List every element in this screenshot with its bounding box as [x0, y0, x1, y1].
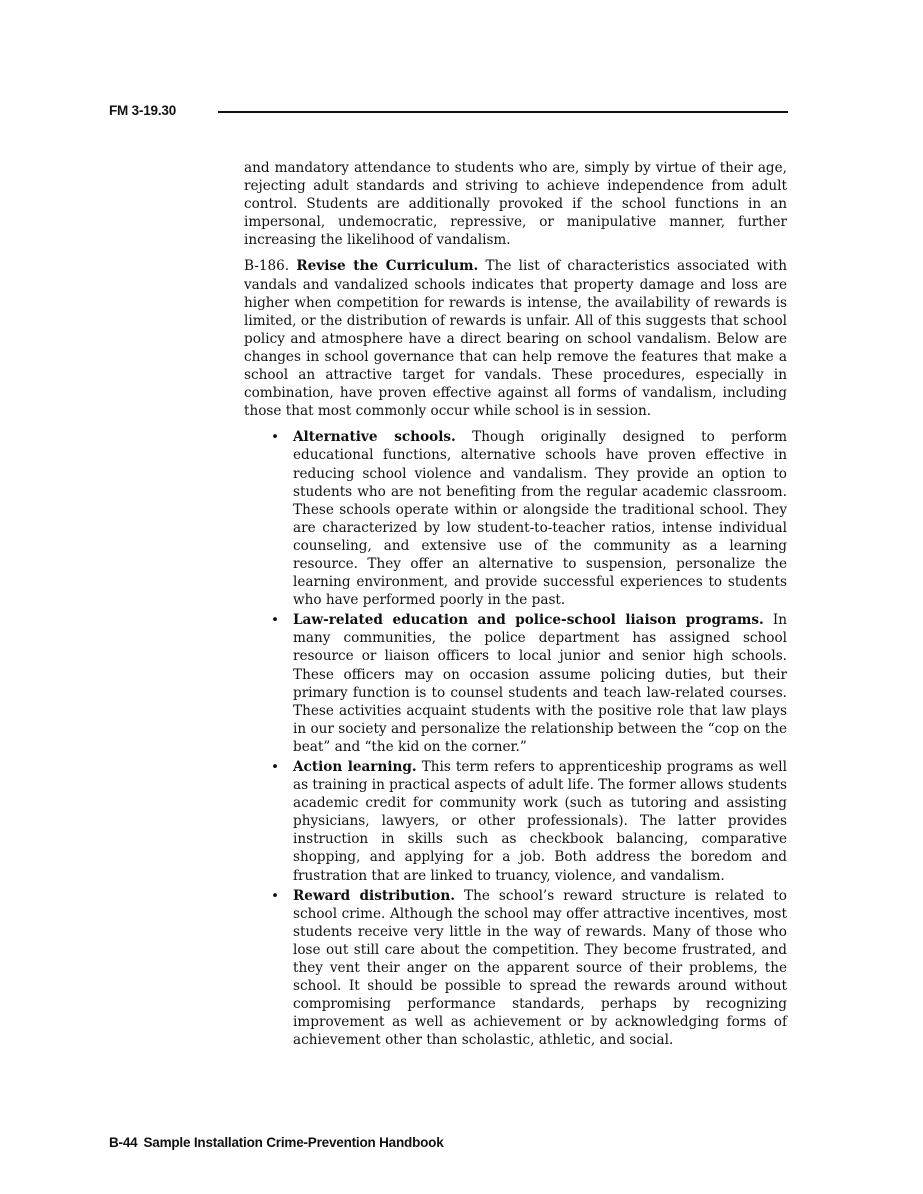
section-paragraph	[244, 257, 787, 420]
bullet-icon: •	[271, 429, 280, 446]
list-item	[271, 611, 787, 756]
bullet-icon: •	[271, 612, 280, 629]
bullet-icon: •	[271, 887, 280, 904]
bullet-title: Alternative schools.	[293, 429, 456, 446]
document-code: FM 3-19.30	[109, 103, 177, 118]
bullet-text: In many communities, the police department has assigned school resource or liaison officers to local junior and senior high schools. These officers may on occasion assume policing duties, but their primary function is to counsel students and teach law-related courses. These activities acquaint students with the positive role that law plays in our society and personalize the relationship between the “cop on the beat” and “the kid on the corner.”	[293, 612, 787, 755]
bullet-text: Though originally designed to perform educational functions, alternative schools have proven effective in reducing school violence and vandalism. They provide an option to students who are not benefiting from the regular academic classroom. These schools operate within or alongside the traditional school. They are characterized by low student-to-teacher ratios, intense individual counseling, and extensive use of the community as a learning resource. They offer an alternative to suspension, personalize the learning environment, and provide successful experiences to students who have performed poorly in the past.	[293, 429, 787, 609]
list-item	[271, 428, 787, 609]
bullet-icon: •	[271, 759, 280, 775]
bullet-title: Law-related education and police-school liaison programs.	[293, 612, 764, 629]
list-item	[271, 887, 787, 1050]
page-footer	[109, 1135, 444, 1150]
bullet-title: Reward distribution.	[293, 887, 455, 904]
header-rule	[218, 111, 788, 113]
list-item	[271, 758, 787, 885]
page-number: B-44	[109, 1135, 138, 1150]
bullet-list	[244, 428, 787, 1049]
bullet-text: The school’s reward structure is related to school crime. Although the school may offer attractive incentives, most students receive very little in the way of rewards. Many of those who lose out still care about the competition. They become frustrated, and they vent their anger on the apparent source of their problems, the school. It should be possible to spread the rewards around without compromising performance standards, perhaps by recognizing improvement as well as achievement or by acknowledging forms of achievement other than scholastic, athletic, and social.	[293, 887, 787, 1049]
section-number: B-186.	[244, 258, 290, 275]
bullet-title: Action learning.	[293, 759, 417, 775]
book-title: Sample Installation Crime-Prevention Handbook	[143, 1135, 444, 1150]
bullet-text: This term refers to apprenticeship programs as well as training in practical aspects of adult life. The former allows students academic credit for community work (such as tutoring and assisting physicians, lawyers, or other professionals). The latter provides instruction in skills such as checkbook balancing, comparative shopping, and applying for a job. Both address the boredom and frustration that are linked to truancy, violence, and vandalism.	[293, 759, 787, 884]
intro-paragraph: and mandatory attendance to students who are, simply by virtue of their age, rejecting adult standards and striving to achieve independence from adult control. Students are additionally provoked if the school functions in an impersonal, undemocratic, repressive, or manipulative manner, further increasing the likelihood of vandalism.	[244, 160, 787, 249]
main-content	[244, 159, 787, 1052]
section-title: Revise the Curriculum.	[296, 258, 479, 275]
section-text: The list of characteristics associated with vandals and vandalized schools indicates that property damage and loss are higher when competition for rewards is intense, the availability of rewards is limited, or the distribution of rewards is unfair. All of this suggests that school policy and atmosphere have a direct bearing on school vandalism. Below are changes in school governance that can help remove the features that make a school an attractive target for vandals. These procedures, especially in combination, have proven effective against all forms of vandalism, including those that most commonly occur while school is in session.	[244, 258, 787, 420]
